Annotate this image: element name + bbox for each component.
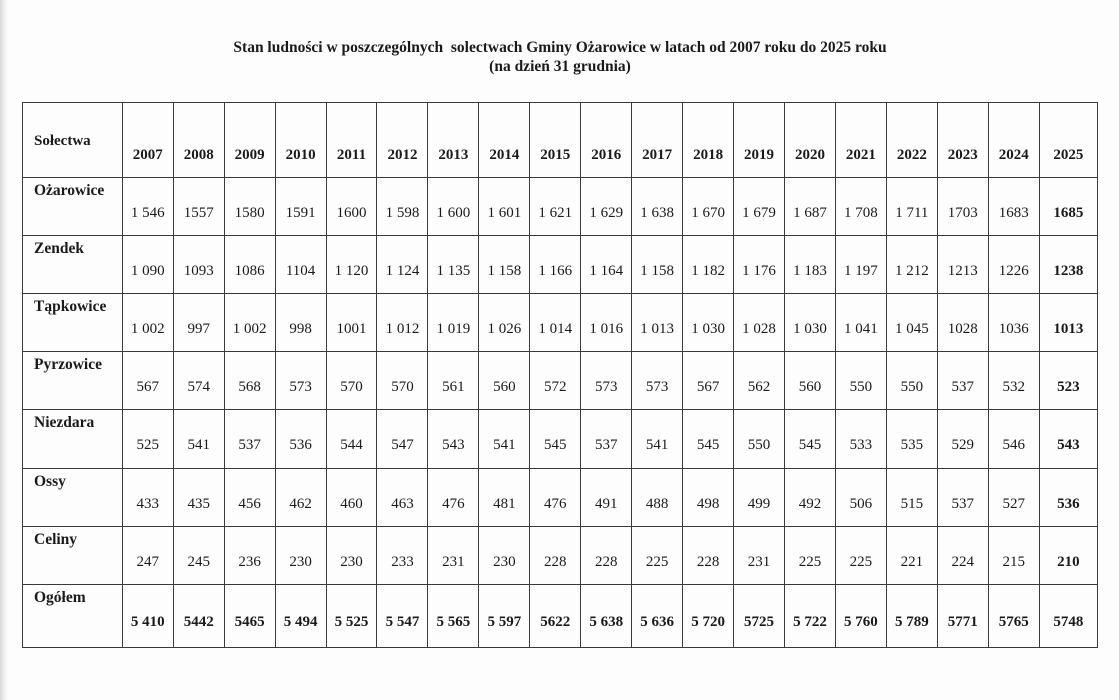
year-header: 2024 [988, 103, 1039, 178]
population-value: 1 120 [326, 236, 377, 294]
year-header: 2009 [224, 103, 275, 178]
population-value: 5 547 [377, 584, 428, 647]
population-value: 1 158 [632, 236, 683, 294]
population-value: 225 [835, 526, 886, 584]
population-value: 550 [886, 352, 937, 410]
population-value: 550 [734, 410, 785, 468]
population-value: 1 013 [632, 294, 683, 352]
population-value: 462 [275, 468, 326, 526]
population-value: 1 135 [428, 236, 479, 294]
population-value: 1591 [275, 178, 326, 236]
population-value: 997 [173, 294, 224, 352]
population-value: 230 [326, 526, 377, 584]
population-value: 245 [173, 526, 224, 584]
population-value: 460 [326, 468, 377, 526]
population-value: 544 [326, 410, 377, 468]
population-value: 574 [173, 352, 224, 410]
population-value: 5 789 [886, 584, 937, 647]
year-header: 2021 [835, 103, 886, 178]
population-value: 1 182 [683, 236, 734, 294]
table-row [23, 526, 1098, 584]
population-table [22, 102, 1098, 648]
population-value: 1 026 [479, 294, 530, 352]
population-value: 5771 [937, 584, 988, 647]
population-value: 225 [784, 526, 835, 584]
population-value: 1 002 [224, 294, 275, 352]
population-value: 1 158 [479, 236, 530, 294]
population-value: 1 708 [835, 178, 886, 236]
population-value: 1 600 [428, 178, 479, 236]
table-row [23, 178, 1098, 236]
population-value: 476 [428, 468, 479, 526]
population-value: 1 176 [734, 236, 785, 294]
table-row [23, 236, 1098, 294]
population-value: 562 [734, 352, 785, 410]
population-value: 1 601 [479, 178, 530, 236]
population-value: 5 638 [581, 584, 632, 647]
population-value: 1 621 [530, 178, 581, 236]
population-value: 1 016 [581, 294, 632, 352]
table-row [23, 410, 1098, 468]
population-value: 567 [122, 352, 173, 410]
population-value: 1 030 [683, 294, 734, 352]
solectwo-name: Niezdara [23, 410, 123, 468]
year-header: 2012 [377, 103, 428, 178]
population-value: 570 [326, 352, 377, 410]
population-value: 1093 [173, 236, 224, 294]
population-value: 5 525 [326, 584, 377, 647]
population-value: 233 [377, 526, 428, 584]
title-line-2: (na dzień 31 grudnia) [489, 58, 631, 75]
population-value: 529 [937, 410, 988, 468]
population-value: 541 [632, 410, 683, 468]
population-value: 523 [1039, 352, 1097, 410]
population-value: 1226 [988, 236, 1039, 294]
population-value: 5 722 [784, 584, 835, 647]
population-value: 433 [122, 468, 173, 526]
population-value: 525 [122, 410, 173, 468]
population-value: 1 546 [122, 178, 173, 236]
solectwo-name: Ossy [23, 468, 123, 526]
population-value: 1028 [937, 294, 988, 352]
year-header: 2013 [428, 103, 479, 178]
header-solectwa: Sołectwa [23, 103, 123, 178]
population-value: 225 [632, 526, 683, 584]
year-header: 2025 [1039, 103, 1097, 178]
population-value: 532 [988, 352, 1039, 410]
population-value: 1685 [1039, 178, 1097, 236]
solectwo-name: Ożarowice [23, 178, 123, 236]
population-value: 541 [173, 410, 224, 468]
population-value: 5 565 [428, 584, 479, 647]
population-value: 499 [734, 468, 785, 526]
population-value: 543 [1039, 410, 1097, 468]
population-value: 215 [988, 526, 1039, 584]
population-value: 1 166 [530, 236, 581, 294]
population-value: 1001 [326, 294, 377, 352]
population-value: 230 [275, 526, 326, 584]
population-value: 573 [632, 352, 683, 410]
population-value: 537 [937, 468, 988, 526]
population-value: 1213 [937, 236, 988, 294]
table-row [23, 294, 1098, 352]
population-value: 228 [683, 526, 734, 584]
year-header: 2018 [683, 103, 734, 178]
population-value: 573 [275, 352, 326, 410]
population-value: 463 [377, 468, 428, 526]
population-value: 1 002 [122, 294, 173, 352]
population-value: 1 014 [530, 294, 581, 352]
population-value: 231 [734, 526, 785, 584]
solectwo-name: Tąpkowice [23, 294, 123, 352]
solectwo-name: Ogółem [23, 584, 123, 647]
population-value: 247 [122, 526, 173, 584]
year-header: 2020 [784, 103, 835, 178]
population-value: 1036 [988, 294, 1039, 352]
population-value: 1 629 [581, 178, 632, 236]
population-value: 1 183 [784, 236, 835, 294]
document-title [0, 38, 1119, 76]
population-value: 1 090 [122, 236, 173, 294]
header-row [23, 103, 1098, 178]
population-value: 236 [224, 526, 275, 584]
population-value: 1 670 [683, 178, 734, 236]
population-value: 488 [632, 468, 683, 526]
population-value: 1 598 [377, 178, 428, 236]
population-value: 570 [377, 352, 428, 410]
population-value: 1 041 [835, 294, 886, 352]
table-row [23, 468, 1098, 526]
population-value: 1 124 [377, 236, 428, 294]
population-value: 491 [581, 468, 632, 526]
total-row [23, 584, 1098, 647]
population-value: 1086 [224, 236, 275, 294]
population-value: 998 [275, 294, 326, 352]
population-value: 537 [224, 410, 275, 468]
year-header: 2014 [479, 103, 530, 178]
population-value: 224 [937, 526, 988, 584]
population-value: 5 410 [122, 584, 173, 647]
population-value: 1703 [937, 178, 988, 236]
population-value: 546 [988, 410, 1039, 468]
population-value: 568 [224, 352, 275, 410]
population-value: 527 [988, 468, 1039, 526]
population-value: 5725 [734, 584, 785, 647]
scan-edge-shadow [0, 0, 8, 700]
population-value: 492 [784, 468, 835, 526]
population-value: 1 638 [632, 178, 683, 236]
population-value: 456 [224, 468, 275, 526]
title-line-1: Stan ludności w poszczególnych solectwach Gminy Ożarowice w latach od 2007 roku do 2025 roku [233, 39, 887, 56]
population-value: 5 636 [632, 584, 683, 647]
population-value: 1580 [224, 178, 275, 236]
population-value: 5622 [530, 584, 581, 647]
population-value: 536 [1039, 468, 1097, 526]
population-value: 498 [683, 468, 734, 526]
population-value: 543 [428, 410, 479, 468]
population-value: 1 687 [784, 178, 835, 236]
year-header: 2022 [886, 103, 937, 178]
year-header: 2010 [275, 103, 326, 178]
population-value: 1 019 [428, 294, 479, 352]
solectwo-name: Celiny [23, 526, 123, 584]
population-value: 535 [886, 410, 937, 468]
year-header: 2016 [581, 103, 632, 178]
population-value: 1 030 [784, 294, 835, 352]
population-value: 5 494 [275, 584, 326, 647]
population-value: 476 [530, 468, 581, 526]
solectwo-name: Pyrzowice [23, 352, 123, 410]
population-value: 545 [784, 410, 835, 468]
population-value: 230 [479, 526, 530, 584]
population-value: 1 711 [886, 178, 937, 236]
population-value: 1 164 [581, 236, 632, 294]
population-value: 1 679 [734, 178, 785, 236]
population-value: 1013 [1039, 294, 1097, 352]
year-header: 2015 [530, 103, 581, 178]
population-value: 1600 [326, 178, 377, 236]
population-value: 231 [428, 526, 479, 584]
population-value: 5465 [224, 584, 275, 647]
population-value: 545 [683, 410, 734, 468]
population-value: 210 [1039, 526, 1097, 584]
population-value: 228 [581, 526, 632, 584]
population-value: 481 [479, 468, 530, 526]
population-value: 545 [530, 410, 581, 468]
solectwo-name: Zendek [23, 236, 123, 294]
population-value: 5 597 [479, 584, 530, 647]
population-value: 550 [835, 352, 886, 410]
population-value: 506 [835, 468, 886, 526]
year-header: 2008 [173, 103, 224, 178]
population-value: 5 760 [835, 584, 886, 647]
population-value: 1 212 [886, 236, 937, 294]
population-value: 5 720 [683, 584, 734, 647]
population-value: 1 028 [734, 294, 785, 352]
year-header: 2019 [734, 103, 785, 178]
population-value: 1 012 [377, 294, 428, 352]
year-header: 2011 [326, 103, 377, 178]
population-value: 533 [835, 410, 886, 468]
population-value: 561 [428, 352, 479, 410]
population-value: 536 [275, 410, 326, 468]
table-row [23, 352, 1098, 410]
population-value: 567 [683, 352, 734, 410]
population-value: 228 [530, 526, 581, 584]
population-value: 1104 [275, 236, 326, 294]
population-value: 5442 [173, 584, 224, 647]
population-value: 435 [173, 468, 224, 526]
population-value: 5748 [1039, 584, 1097, 647]
population-value: 515 [886, 468, 937, 526]
population-value: 1 197 [835, 236, 886, 294]
population-value: 560 [479, 352, 530, 410]
population-value: 1557 [173, 178, 224, 236]
year-header: 2017 [632, 103, 683, 178]
year-header: 2023 [937, 103, 988, 178]
year-header: 2007 [122, 103, 173, 178]
population-value: 547 [377, 410, 428, 468]
population-value: 1683 [988, 178, 1039, 236]
population-value: 5765 [988, 584, 1039, 647]
population-value: 1 045 [886, 294, 937, 352]
population-value: 221 [886, 526, 937, 584]
population-value: 560 [784, 352, 835, 410]
population-value: 541 [479, 410, 530, 468]
population-value: 537 [937, 352, 988, 410]
population-value: 1238 [1039, 236, 1097, 294]
population-value: 537 [581, 410, 632, 468]
population-value: 572 [530, 352, 581, 410]
population-value: 573 [581, 352, 632, 410]
